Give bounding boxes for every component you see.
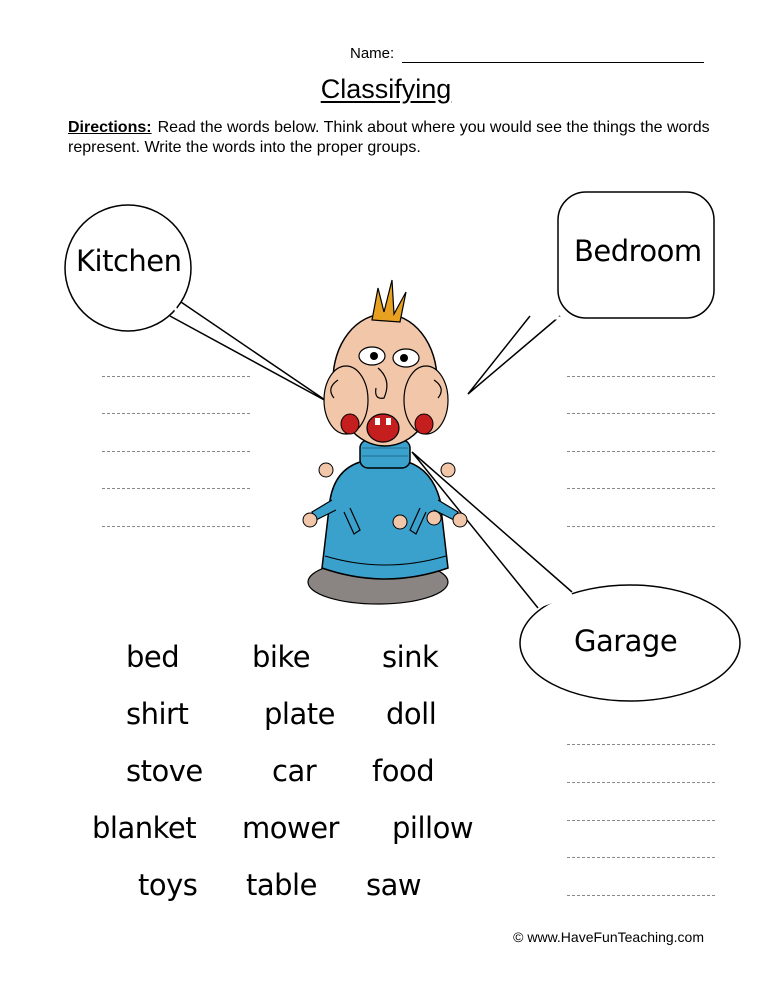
answer-line[interactable] bbox=[567, 744, 715, 745]
word-blanket: blanket bbox=[92, 811, 197, 845]
word-table: table bbox=[246, 868, 317, 902]
name-label: Name: bbox=[350, 45, 395, 62]
word-bed: bed bbox=[126, 640, 180, 674]
word-plate: plate bbox=[264, 697, 335, 731]
kitchen-bubble bbox=[65, 205, 328, 402]
page-title: Classifying bbox=[320, 74, 452, 104]
answer-line[interactable] bbox=[102, 488, 250, 489]
copyright: © www.HaveFunTeaching.com bbox=[513, 929, 704, 945]
word-bike: bike bbox=[252, 640, 311, 674]
word-saw: saw bbox=[366, 868, 422, 902]
answer-line[interactable] bbox=[567, 488, 715, 489]
word-doll: doll bbox=[386, 697, 437, 731]
directions-label: Directions: bbox=[68, 119, 152, 136]
answer-line[interactable] bbox=[567, 451, 715, 452]
answer-line[interactable] bbox=[102, 413, 250, 414]
answer-line[interactable] bbox=[567, 895, 715, 896]
word-sink: sink bbox=[382, 640, 439, 674]
directions-text: Read the words below. Think about where you would see the things the words represent. Write the words into the proper groups. bbox=[68, 119, 710, 156]
answer-line[interactable] bbox=[567, 782, 715, 783]
garage-label: Garage bbox=[574, 624, 678, 658]
cartoon-character bbox=[303, 280, 467, 604]
answer-line[interactable] bbox=[567, 820, 715, 821]
answer-line[interactable] bbox=[567, 413, 715, 414]
answer-line[interactable] bbox=[567, 857, 715, 858]
bedroom-bubble bbox=[468, 192, 714, 394]
garage-bubble bbox=[412, 452, 740, 701]
kitchen-label: Kitchen bbox=[76, 244, 182, 278]
word-car: car bbox=[272, 754, 317, 788]
word-shirt: shirt bbox=[126, 697, 189, 731]
word-mower: mower bbox=[242, 811, 339, 845]
word-stove: stove bbox=[126, 754, 203, 788]
word-pillow: pillow bbox=[392, 811, 474, 845]
answer-line[interactable] bbox=[567, 376, 715, 377]
answer-line[interactable] bbox=[567, 526, 715, 527]
word-food: food bbox=[372, 754, 435, 788]
answer-line[interactable] bbox=[102, 526, 250, 527]
answer-line[interactable] bbox=[102, 376, 250, 377]
bedroom-label: Bedroom bbox=[574, 234, 702, 268]
word-toys: toys bbox=[138, 868, 198, 902]
answer-line[interactable] bbox=[102, 451, 250, 452]
